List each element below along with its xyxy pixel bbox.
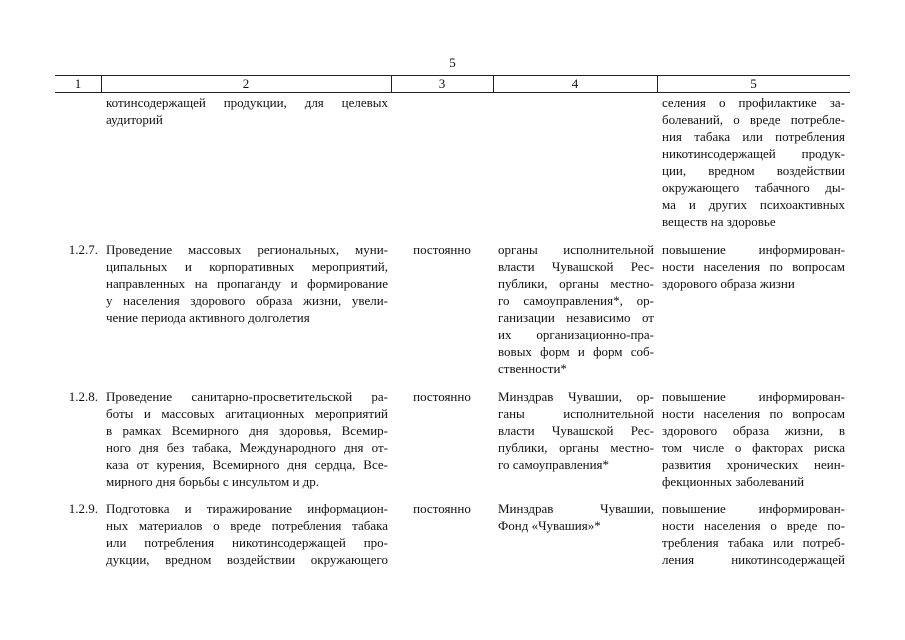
- row-term: постоянно: [413, 501, 471, 516]
- continuation-measure-text: котинсодержащей продукции, для целевых аудиторий: [106, 95, 388, 127]
- header-col-2: 2: [242, 76, 250, 91]
- row-result-text: повышение информирован- ности населения по вопросам здорового образа жизни: [662, 242, 845, 291]
- row-measure-text: Проведение санитарно-просветительской ра- боты и массовых агитационных мероприятий в рамках Всемирного дня здоровья, Всемир- ного дня без табака, Международного дня от- каза от курения, Всемирного дня сердца, Все- мирного дня борьбы с инсультом и др.: [106, 389, 388, 489]
- header-col-3: 3: [438, 76, 446, 91]
- header-top-rule: [55, 75, 850, 76]
- header-col-5: 5: [750, 76, 757, 91]
- row-result-text: повышение информирован- ности населения о вреде по- требления табака или потреб- ления никотинсодержащей: [662, 501, 845, 567]
- row-measure-text: Проведение массовых региональных, муни- ципальных и корпоративных мероприятий, направленных на пропаганду и формирование у населения здорового образа жизни, увели- чение периода активного долголетия: [106, 242, 388, 325]
- row-term: постоянно: [413, 242, 471, 257]
- header-col-4: 4: [571, 76, 579, 91]
- row-term: постоянно: [413, 389, 471, 404]
- row-measure-text: Подготовка и тиражирование информацион- ных материалов о вреде потребления табака или потребления никотинсодержащей про- дукции, вредном воздействии окружающего: [106, 501, 388, 567]
- row-number: 1.2.9.: [68, 501, 98, 516]
- row-number: 1.2.8.: [68, 389, 98, 404]
- row-result-text: повышение информирован- ности населения по вопросам здорового образа жизни, в том числе о факторах риска развития хронических неин- фекционных заболеваний: [662, 389, 845, 489]
- row-executor-text: органы исполнительной власти Чувашской Рес- публики, органы местно- го самоуправления*, ор- ганизации независимо от их организационно-пра- вовых форм и форм соб- ственности*: [498, 242, 654, 376]
- continuation-result-text: селения о профилактике за- болеваний, о вреде потребле- ния табака или потребления никотинсодержащей продук- ции, вредном воздействии окружающего табачного ды- ма и других психоактивных веществ на здоровье: [662, 95, 845, 229]
- row-executor-text: Минздрав Чувашии, ор- ганы исполнительной власти Чувашской Рес- публики, органы местно- го самоуправления*: [498, 389, 654, 472]
- row-number: 1.2.7.: [68, 242, 98, 257]
- page-number: 5: [449, 55, 456, 70]
- row-executor-text: Минздрав Чувашии, Фонд «Чувашия»*: [498, 501, 654, 533]
- header-bottom-rule: [55, 92, 850, 93]
- header-col-1: 1: [74, 76, 82, 91]
